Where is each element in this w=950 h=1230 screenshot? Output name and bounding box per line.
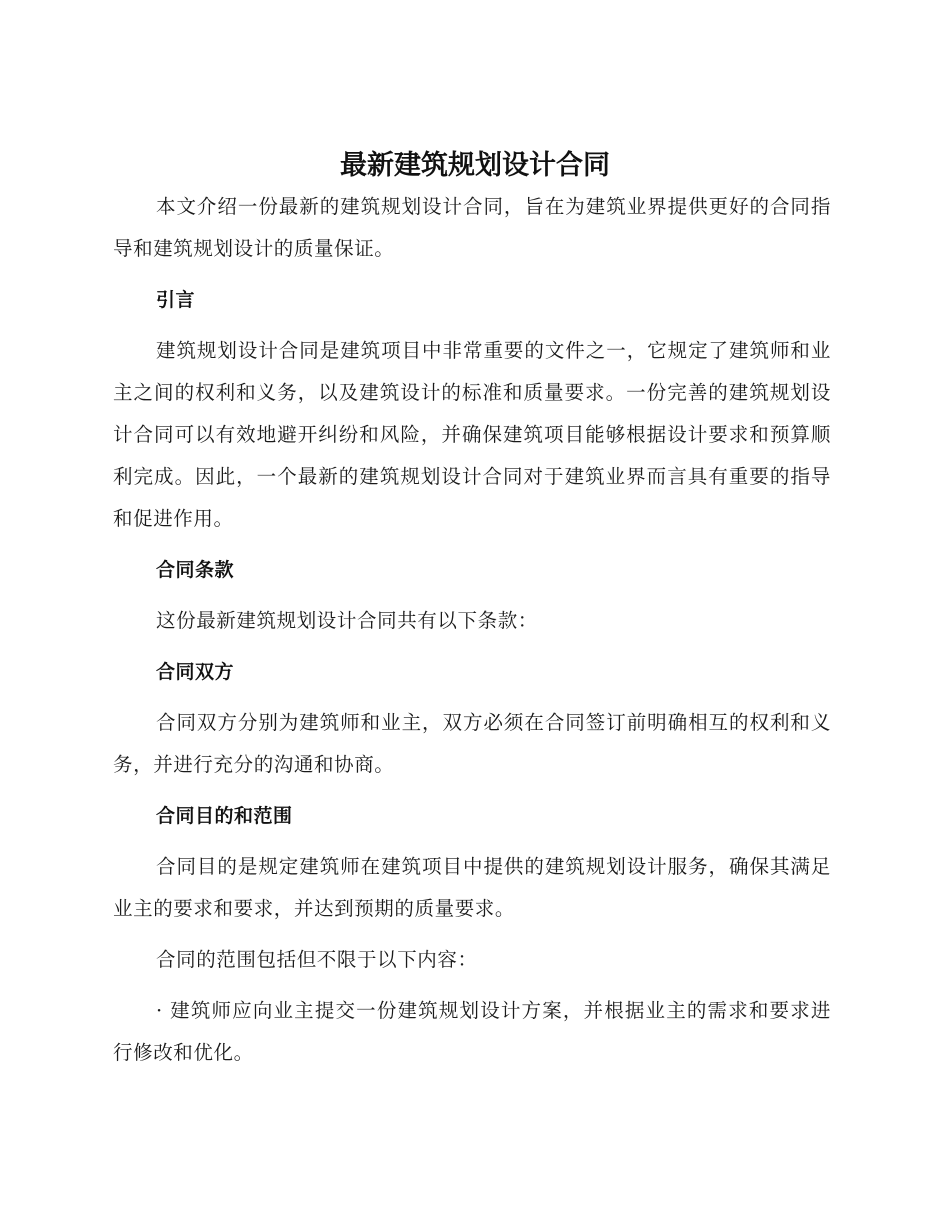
scope-heading: 合同目的和范围 — [156, 805, 293, 827]
terms-paragraph: 这份最新建筑规划设计合同共有以下条款： — [156, 609, 538, 632]
document-title: 最新建筑规划设计合同 — [340, 150, 610, 181]
document-body — [113, 186, 831, 1074]
scope-paragraph: 合同目的是规定建筑师在建筑项目中提供的建筑规划设计服务，确保其满足业主的要求和要求，并达到预期的质量要求。 — [113, 855, 831, 920]
parties-heading: 合同双方 — [156, 661, 235, 683]
intro-paragraph: 本文介绍一份最新的建筑规划设计合同，旨在为建筑业界提供更好的合同指导和建筑规划设计的质量保证。 — [113, 195, 831, 260]
parties-paragraph: 合同双方分别为建筑师和业主，双方必须在合同签订前明确相互的权利和义务，并进行充分的沟通和协商。 — [113, 711, 831, 776]
terms-heading: 合同条款 — [156, 559, 235, 581]
scope-list-intro: 合同的范围包括但不限于以下内容： — [156, 948, 478, 971]
preface-heading: 引言 — [156, 289, 196, 311]
scope-list-item: · 建筑师应向业主提交一份建筑规划设计方案，并根据业主的需求和要求进行修改和优化。 — [113, 999, 831, 1064]
preface-paragraph: 建筑规划设计合同是建筑项目中非常重要的文件之一，它规定了建筑师和业主之间的权利和义务，以及建筑设计的标准和质量要求。一份完善的建筑规划设计合同可以有效地避开纠纷和风险，并确保建筑项目能够根据设计要求和预算顺利完成。因此，一个最新的建筑规划设计合同对于建筑业界而言具有重要的指导和促进作用。 — [113, 339, 831, 530]
